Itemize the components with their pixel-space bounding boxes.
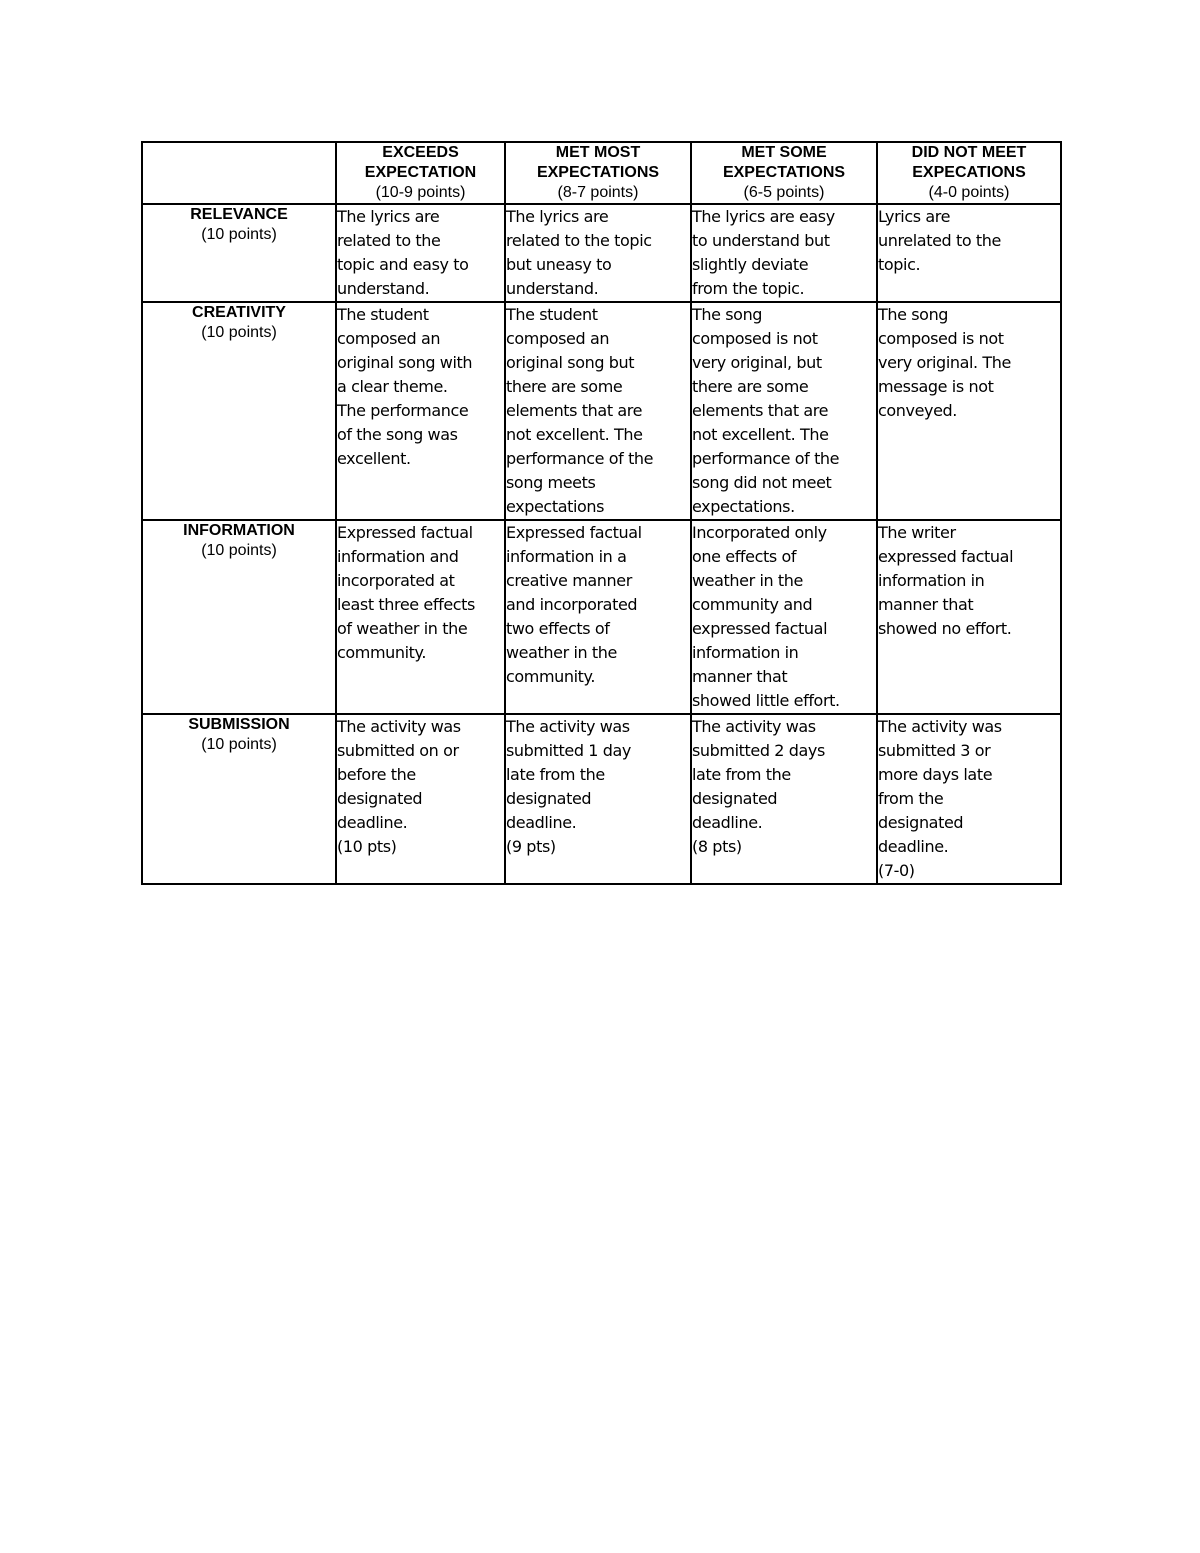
rubric-cell: The student composed an original song with a clear theme. The performance of the song was excellent.	[336, 302, 505, 520]
criterion-name: RELEVANCE	[190, 206, 288, 223]
column-header-exceeds	[336, 142, 505, 204]
rubric-cell: Expressed factual information in a creative manner and incorporated two effects of weather in the community.	[505, 520, 691, 714]
rubric-cell: Expressed factual information and incorporated at least three effects of weather in the community.	[336, 520, 505, 714]
criterion-points: (10 points)	[201, 736, 277, 753]
table-row-creativity	[142, 302, 1061, 520]
criterion-name: CREATIVITY	[192, 304, 286, 321]
rubric-cell: The activity was submitted on or before the designated deadline. (10 pts)	[336, 714, 505, 884]
rubric-cell: Incorporated only one effects of weather in the community and expressed factual information in manner that showed little effort.	[691, 520, 877, 714]
criterion-cell	[142, 520, 336, 714]
column-points: (8-7 points)	[557, 184, 639, 201]
rubric-cell: The lyrics are easy to understand but slightly deviate from the topic.	[691, 204, 877, 302]
column-title: EXCEEDS EXPECTATION	[364, 144, 477, 181]
rubric-cell: The lyrics are related to the topic and easy to understand.	[336, 204, 505, 302]
table-row-relevance	[142, 204, 1061, 302]
column-header-met-some	[691, 142, 877, 204]
rubric-cell: Lyrics are unrelated to the topic.	[877, 204, 1061, 302]
criterion-cell	[142, 204, 336, 302]
rubric-cell: The activity was submitted 3 or more days late from the designated deadline. (7-0)	[877, 714, 1061, 884]
column-title: MET SOME EXPECTATIONS	[722, 144, 846, 181]
rubric-cell: The lyrics are related to the topic but uneasy to understand.	[505, 204, 691, 302]
criterion-points: (10 points)	[201, 324, 277, 341]
criterion-cell	[142, 302, 336, 520]
column-title: DID NOT MEET EXPECATIONS	[911, 144, 1027, 181]
column-points: (6-5 points)	[743, 184, 825, 201]
column-header-met-most	[505, 142, 691, 204]
column-points: (10-9 points)	[375, 184, 466, 201]
column-points: (4-0 points)	[928, 184, 1010, 201]
rubric-table	[141, 141, 1062, 885]
criterion-name: SUBMISSION	[188, 716, 290, 733]
rubric-cell: The song composed is not very original, but there are some elements that are not excellent. The performance of the song did not meet expectations.	[691, 302, 877, 520]
table-row-information	[142, 520, 1061, 714]
rubric-cell: The activity was submitted 2 days late from the designated deadline. (8 pts)	[691, 714, 877, 884]
rubric-cell: The song composed is not very original. The message is not conveyed.	[877, 302, 1061, 520]
rubric-cell: The student composed an original song but there are some elements that are not excellent. The performance of the song meets expectations	[505, 302, 691, 520]
table-row-submission	[142, 714, 1061, 884]
header-row	[142, 142, 1061, 204]
criterion-points: (10 points)	[201, 226, 277, 243]
rubric-cell: The writer expressed factual information in manner that showed no effort.	[877, 520, 1061, 714]
criterion-cell	[142, 714, 336, 884]
column-header-did-not-meet	[877, 142, 1061, 204]
corner-cell	[142, 142, 336, 204]
criterion-points: (10 points)	[201, 542, 277, 559]
criterion-name: INFORMATION	[183, 522, 295, 539]
rubric-cell: The activity was submitted 1 day late from the designated deadline. (9 pts)	[505, 714, 691, 884]
column-title: MET MOST EXPECTATIONS	[536, 144, 660, 181]
